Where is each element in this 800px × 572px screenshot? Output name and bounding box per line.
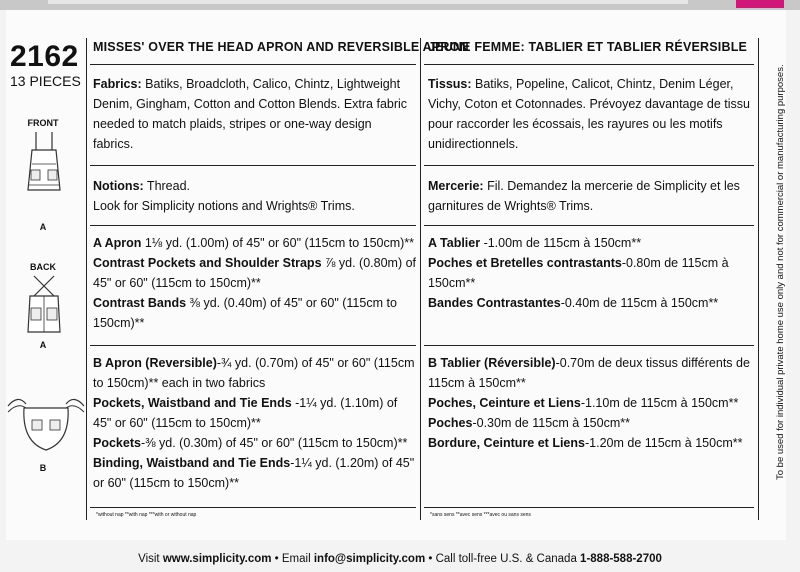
tissus-text: Batiks, Popeline, Calicot, Chintz, Denim Léger, Vichy, Coton et Cotonnades. Prévoyez davantage de tissu pour raccorder les écossais, les rayures ou les motifs unidirectionnels. xyxy=(428,77,750,151)
french-fabrics xyxy=(428,74,754,154)
fr-rule-3 xyxy=(424,225,754,226)
poches-bretelles-text: -0.80m de 115cm à 150cm** xyxy=(428,256,729,290)
b-pockets-label: Pockets xyxy=(93,436,141,450)
b-binding-label: Binding, Waistband and Tie Ends xyxy=(93,456,291,470)
contact-footer xyxy=(0,553,800,565)
poches-label: Poches xyxy=(428,416,473,430)
footer-call-label: • Call toll-free U.S. & Canada xyxy=(425,553,581,565)
poches-text: -0.30m de 115cm à 150cm** xyxy=(472,416,630,430)
english-notions xyxy=(93,176,415,216)
b-pockets-wt-text: -1¼ yd. (1.10m) of 45" or 60" (115cm to 150cm)** xyxy=(93,396,398,430)
a-tablier-label: A Tablier xyxy=(428,236,481,250)
mercerie-text: Fil. Demandez la mercerie de Simplicity et les garnitures de Wrights® Trims. xyxy=(428,179,740,213)
pattern-number: 2162 xyxy=(10,40,79,73)
phone-number: 1-888-588-2700 xyxy=(580,553,662,565)
bandes-label: Bandes Contrastantes xyxy=(428,296,561,310)
bordure-text: -1.20m de 115cm à 150cm** xyxy=(584,436,743,450)
a-tablier-text: -1.00m de 115cm à 150cm** xyxy=(480,236,642,250)
english-view-b-yardage xyxy=(93,353,417,493)
bordure-label: Bordure, Ceinture et Liens xyxy=(428,436,585,450)
front-apron-illustration xyxy=(22,130,66,196)
notions-text-2: Look for Simplicity notions and Wrights® Trims. xyxy=(93,199,355,213)
poches-ceinture-label: Poches, Ceinture et Liens xyxy=(428,396,581,410)
a-apron-text: 1⅛ yd. (1.00m) of 45" or 60" (115cm to 150cm)** xyxy=(141,236,415,250)
en-rule-1 xyxy=(90,64,416,65)
en-rule-5 xyxy=(90,507,416,508)
back-view-style-label: A xyxy=(39,340,47,350)
fr-rule-5 xyxy=(424,507,754,508)
a-pockets-label: Contrast Pockets and Shoulder Straps xyxy=(93,256,322,270)
column-divider-left xyxy=(86,38,87,520)
a-bands-text: ⅜ yd. (0.40m) of 45" or 60" (115cm to 150cm)** xyxy=(93,296,397,330)
french-notions xyxy=(428,176,754,216)
a-pockets-text: ⅞ yd. (0.80m) of 45" or 60" (115cm to 150cm)** xyxy=(93,256,417,290)
b-tablier-text: -0.70m de deux tissus différents de 115cm à 150cm** xyxy=(428,356,750,390)
reversible-view-style-label: B xyxy=(39,463,47,473)
top-strip xyxy=(48,0,688,4)
a-apron-label: A Apron xyxy=(93,236,142,250)
footer-visit: Visit xyxy=(138,553,163,565)
en-rule-2 xyxy=(90,165,416,166)
fr-rule-4 xyxy=(424,345,754,346)
a-bands-label: Contrast Bands xyxy=(93,296,187,310)
en-rule-4 xyxy=(90,345,416,346)
mercerie-label: Mercerie: xyxy=(428,179,484,193)
french-footnote: *sans sens **avec sens ***avec ou sans sens xyxy=(430,512,531,518)
b-pockets-text: -⅜ yd. (0.30m) of 45" or 60" (115cm to 150cm)** xyxy=(140,436,408,450)
french-view-a-yardage xyxy=(428,233,754,313)
french-title: JEUNE FEMME: TABLIER ET TABLIER RÉVERSIBLE xyxy=(428,40,748,54)
b-pockets-wt-label: Pockets, Waistband and Tie Ends xyxy=(93,396,292,410)
front-view-style-label: A xyxy=(39,222,47,232)
column-divider-right xyxy=(758,38,759,520)
french-view-b-yardage xyxy=(428,353,754,453)
english-title: MISSES' OVER THE HEAD APRON AND REVERSIBLE APRON xyxy=(93,40,469,54)
reversible-apron-illustration xyxy=(4,392,88,462)
b-apron-label: B Apron (Reversible) xyxy=(93,356,217,370)
website-link[interactable]: www.simplicity.com xyxy=(162,553,272,565)
column-divider-middle xyxy=(420,38,421,520)
front-view-label: FRONT xyxy=(27,118,59,128)
b-tablier-label: B Tablier (Réversible) xyxy=(428,356,556,370)
fr-rule-1 xyxy=(424,64,754,65)
back-view-label: BACK xyxy=(30,262,56,272)
piece-count: 13 PIECES xyxy=(10,73,81,89)
tissus-label: Tissus: xyxy=(428,77,472,91)
fabrics-text: Batiks, Broadcloth, Calico, Chintz, Lightweight Denim, Gingham, Cotton and Cotton Blends. Extra fabric needed to match plaids, stripes or one-way design fabrics. xyxy=(93,77,408,151)
english-fabrics xyxy=(93,74,415,154)
english-view-a-yardage xyxy=(93,233,417,333)
usage-notice: To be used for individual private home use only and not for commercial or manufacturing purposes. xyxy=(775,64,786,480)
brand-color-tab xyxy=(736,0,784,8)
en-rule-3 xyxy=(90,225,416,226)
fr-rule-2 xyxy=(424,165,754,166)
b-binding-text: -1¼ yd. (1.20m) of 45" or 60" (115cm to 150cm)** xyxy=(93,456,415,490)
notions-text: Thread. xyxy=(143,179,191,193)
notions-label: Notions: xyxy=(93,179,144,193)
fabrics-label: Fabrics: xyxy=(93,77,142,91)
english-footnote: *without nap **with nap ***with or without nap xyxy=(96,512,197,518)
poches-bretelles-label: Poches et Bretelles contrastants xyxy=(428,256,622,270)
email-link[interactable]: info@simplicity.com xyxy=(313,553,426,565)
poches-ceinture-text: -1.10m de 115cm à 150cm** xyxy=(580,396,739,410)
bandes-text: -0.40m de 115cm à 150cm** xyxy=(560,296,719,310)
b-apron-text: -¾ yd. (0.70m) of 45" or 60" (115cm to 150cm)** each in two fabrics xyxy=(93,356,415,390)
footer-email-label: • Email xyxy=(271,553,314,565)
back-apron-illustration xyxy=(22,274,66,338)
